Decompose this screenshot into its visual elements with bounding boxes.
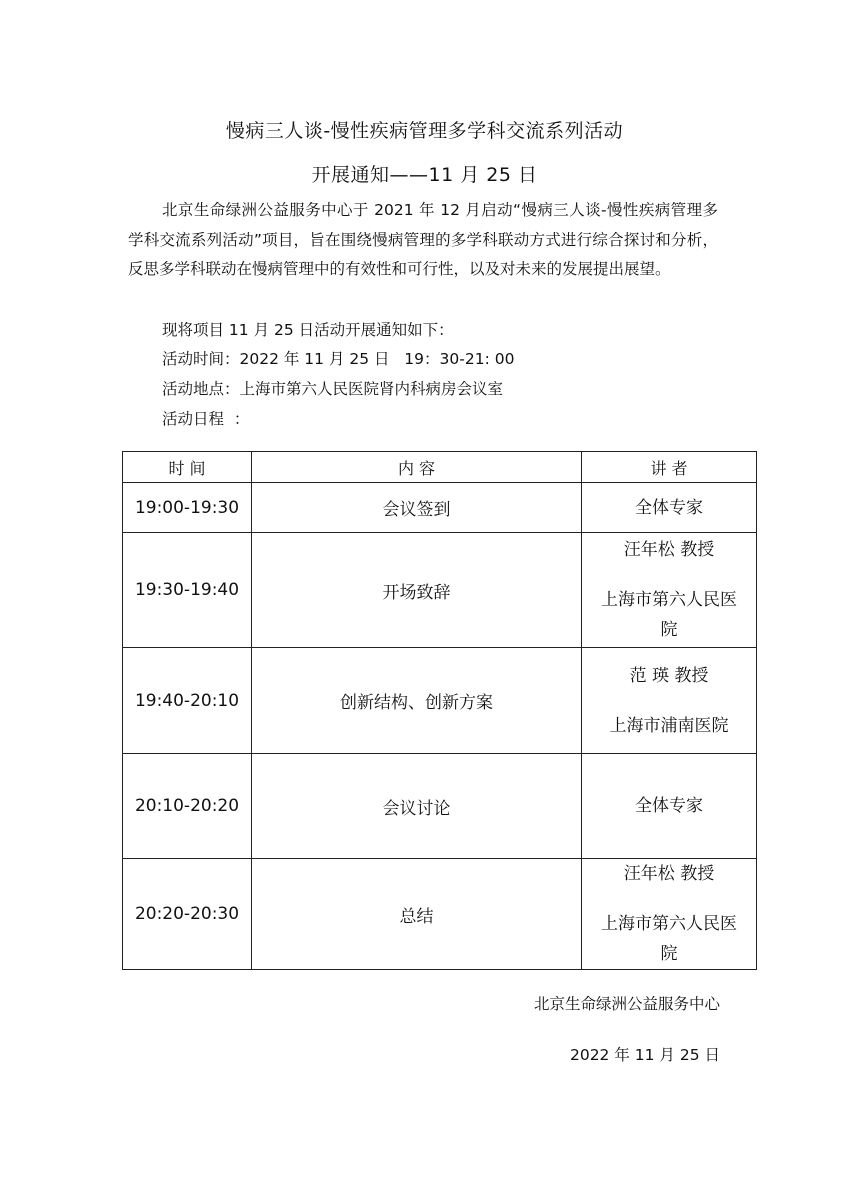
speaker-org: 上海市第六人民医院 — [601, 914, 737, 964]
speaker-org: 上海市浦南医院 — [609, 715, 729, 736]
row-speaker — [582, 483, 757, 533]
event-place-line: 活动地点：上海市第六人民医院肾内科病房会议室 — [162, 380, 504, 398]
signature-org: 北京生命绿洲公益服务中心 — [533, 995, 720, 1013]
row-content: 会议签到 — [252, 483, 582, 533]
notice-line: 现将项目 11 月 25 日活动开展通知如下： — [162, 321, 454, 339]
schedule-table — [122, 451, 757, 970]
header-time: 时 间 — [123, 452, 252, 483]
row-content: 创新结构、创新方案 — [252, 648, 582, 754]
speaker-name: 汪年松 教授 — [623, 864, 715, 884]
document-title-line2: 开展通知——11 月 25 日 — [311, 164, 538, 186]
speaker-name: 全体专家 — [635, 796, 703, 816]
table-row — [123, 754, 757, 859]
signature-date: 2022 年 11 月 25 日 — [569, 1046, 720, 1064]
speaker-name: 全体专家 — [635, 497, 703, 518]
speaker-name: 汪年松 教授 — [623, 540, 715, 560]
row-time: 19:40-20:10 — [123, 648, 252, 754]
row-time: 20:20-20:30 — [123, 859, 252, 970]
table-row — [123, 533, 757, 648]
speaker-org: 上海市第六人民医院 — [601, 590, 737, 640]
row-speaker — [582, 754, 757, 859]
row-time: 19:30-19:40 — [123, 533, 252, 648]
row-content: 会议讨论 — [252, 754, 582, 859]
event-schedule-label: 活动日程 ： — [162, 410, 250, 428]
event-time-line: 活动时间：2022 年 11 月 25 日 19：30-21: 00 — [162, 350, 515, 368]
table-header-row — [123, 452, 757, 483]
header-speaker: 讲 者 — [582, 452, 757, 483]
row-speaker — [582, 533, 757, 648]
table-row — [123, 648, 757, 754]
document-title-line1: 慢病三人谈-慢性疾病管理多学科交流系列活动 — [225, 120, 624, 142]
speaker-name: 范 瑛 教授 — [629, 665, 709, 686]
header-content: 内 容 — [252, 452, 582, 483]
row-content: 总结 — [252, 859, 582, 970]
table-row — [123, 483, 757, 533]
row-speaker — [582, 648, 757, 754]
row-time: 20:10-20:20 — [123, 754, 252, 859]
row-time: 19:00-19:30 — [123, 483, 252, 533]
row-speaker — [582, 859, 757, 970]
row-content: 开场致辞 — [252, 533, 582, 648]
intro-paragraph: 北京生命绿洲公益服务中心于 2021 年 12 月启动“慢病三人谈-慢性疾病管理多学科交流系列活动”项目，旨在围绕慢病管理的多学科联动方式进行综合探讨和分析，反思多学科联动在慢病管理中的有效性和可行性，以及对未来的发展提出展望。 — [128, 201, 718, 278]
table-row — [123, 859, 757, 970]
